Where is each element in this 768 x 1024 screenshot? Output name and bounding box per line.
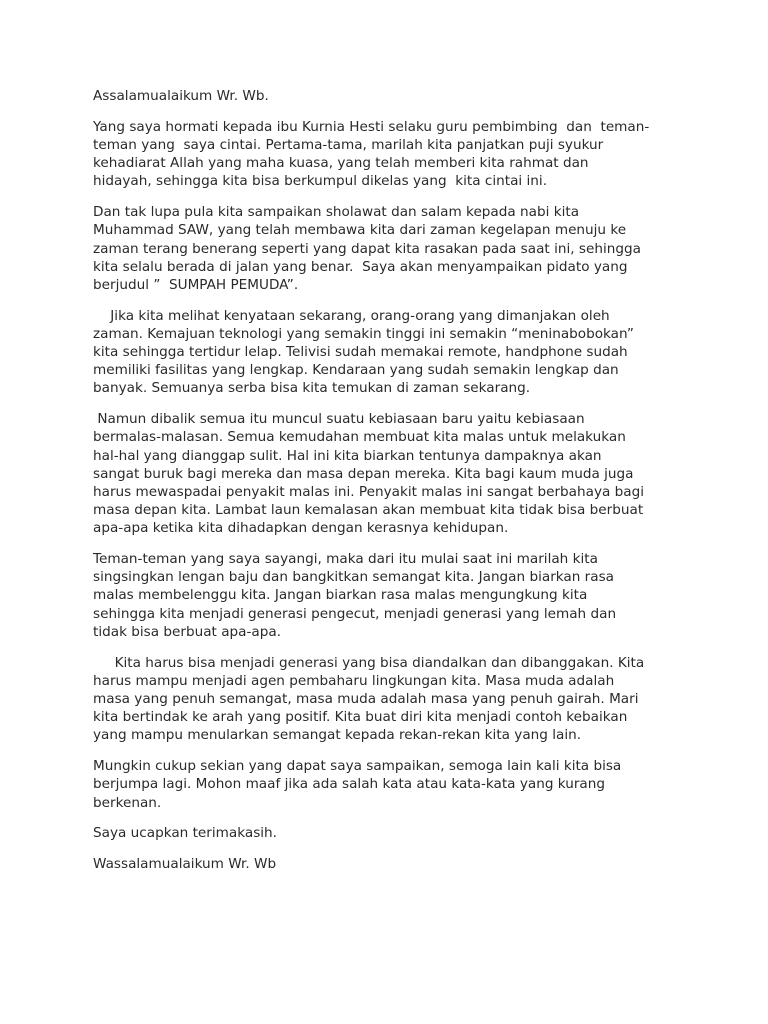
text-line: zaman terang benerang seperti yang dapat kita rasakan pada saat ini, sehingga: [93, 240, 641, 257]
text-line: berkenan.: [93, 794, 162, 811]
text-line: Kita harus bisa menjadi generasi yang bisa diandalkan dan dibanggakan. Kita: [93, 654, 645, 671]
text-line: kita bertindak ke arah yang positif. Kita buat diri kita menjadi contoh kebaikan: [93, 709, 628, 726]
text-line: Saya ucapkan terimakasih.: [93, 825, 277, 842]
text-line: harus mampu menjadi agen pembaharu lingkungan kita. Masa muda adalah: [93, 672, 615, 689]
laziness-paragraph: [93, 410, 683, 537]
text-line: berjumpa lagi. Mohon maaf jika ada salah kata atau kata-kata yang kurang: [93, 776, 605, 793]
opening-paragraph: [93, 118, 683, 191]
text-line: Jika kita melihat kenyataan sekarang, orang-orang yang dimanjakan oleh: [93, 307, 610, 324]
farewell-paragraph: [93, 855, 683, 873]
greeting-paragraph: [93, 87, 683, 105]
text-line: sangat buruk bagi mereka dan masa depan mereka. Kita bagi kaum muda juga: [93, 465, 634, 482]
text-line: kehadiarat Allah yang maha kuasa, yang telah memberi kita rahmat dan: [93, 155, 589, 172]
text-line: yang mampu menularkan semangat kepada rekan-rekan kita yang lain.: [93, 727, 582, 744]
text-line: hidayah, sehingga kita bisa berkumpul dikelas yang kita cintai ini.: [93, 173, 548, 190]
text-line: Namun dibalik semua itu muncul suatu kebiasaan baru yaitu kebiasaan: [93, 411, 585, 428]
text-line: harus mewaspadai penyakit malas ini. Penyakit malas ini sangat berbahaya bagi: [93, 483, 645, 500]
text-line: Wassalamualaikum Wr. Wb: [93, 856, 277, 873]
text-line: sehingga kita menjadi generasi pengecut, menjadi generasi yang lemah dan: [93, 605, 617, 622]
text-line: memiliki fasilitas yang lengkap. Kendaraan yang sudah semakin lengkap dan: [93, 362, 619, 379]
generation-paragraph: [93, 654, 683, 745]
reality-paragraph: [93, 307, 683, 398]
text-line: tidak bisa berbuat apa-apa.: [93, 623, 282, 640]
text-line: kita sehingga tertidur lelap. Telivisi sudah memakai remote, handphone sudah: [93, 344, 628, 361]
text-line: singsingkan lengan baju dan bangkitkan semangat kita. Jangan biarkan rasa: [93, 569, 615, 586]
thanks-paragraph: [93, 824, 683, 842]
text-line: Assalamualaikum Wr. Wb.: [93, 88, 269, 104]
text-line: apa-apa ketika kita dihadapkan dengan kerasnya kehidupan.: [93, 520, 509, 537]
sholawat-paragraph: [93, 203, 683, 294]
text-line: masa yang penuh semangat, masa muda adalah masa yang penuh gairah. Mari: [93, 691, 639, 707]
closing-paragraph: [93, 757, 683, 812]
text-line: hal-hal yang dianggap sulit. Hal ini kita biarkan tentunya dampaknya akan: [93, 447, 602, 464]
text-line: Yang saya hormati kepada ibu Kurnia Hesti selaku guru pembimbing dan teman-: [93, 118, 650, 135]
text-line: masa depan kita. Lambat laun kemalasan akan membuat kita tidak bisa berbuat: [93, 502, 644, 519]
text-line: teman yang saya cintai. Pertama-tama, marilah kita panjatkan puji syukur: [93, 136, 604, 153]
text-line: zaman. Kemajuan teknologi yang semakin tinggi ini semakin “meninabobokan”: [93, 325, 634, 342]
text-line: Dan tak lupa pula kita sampaikan sholawat dan salam kepada nabi kita: [93, 204, 580, 221]
text-line: kita selalu berada di jalan yang benar. Saya akan menyampaikan pidato yang: [93, 258, 628, 275]
text-line: Mungkin cukup sekian yang dapat saya sampaikan, semoga lain kali kita bisa: [93, 758, 622, 775]
text-line: banyak. Semuanya serba bisa kita temukan di zaman sekarang.: [93, 380, 531, 397]
text-line: Muhammad SAW, yang telah membawa kita dari zaman kegelapan menuju ke: [93, 222, 627, 239]
text-line: malas membelenggu kita. Jangan biarkan rasa malas mengungkung kita: [93, 587, 588, 604]
text-line: berjudul ” SUMPAH PEMUDA”.: [93, 276, 299, 293]
text-line: bermalas-malasan. Semua kemudahan membuat kita malas untuk melakukan: [93, 429, 626, 446]
text-line: Teman-teman yang saya sayangi, maka dari itu mulai saat ini marilah kita: [93, 551, 598, 568]
call-to-action-paragraph: [93, 550, 683, 641]
document-body: [93, 87, 683, 886]
